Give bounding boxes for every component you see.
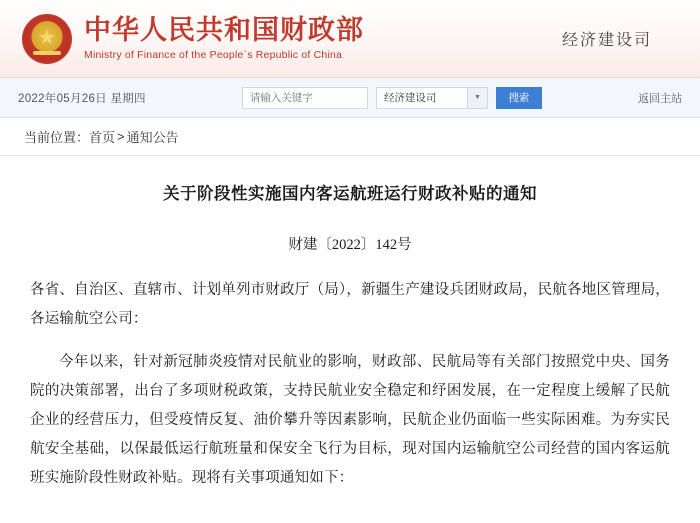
breadcrumb-separator: > [117, 129, 125, 144]
back-to-main-link[interactable]: 返回主站 [638, 92, 682, 105]
site-title-block [84, 16, 364, 62]
document-number: 财建〔2022〕142号 [288, 236, 412, 253]
national-emblem-icon [22, 14, 72, 64]
breadcrumb [0, 118, 700, 156]
site-title-cn: 中华人民共和国财政部 [84, 14, 364, 45]
site-header [0, 0, 700, 78]
utility-bar [0, 78, 700, 118]
category-select[interactable] [376, 87, 488, 109]
search-button[interactable]: 搜索 [496, 87, 542, 109]
document-recipients: 各省、自治区、直辖市、计划单列市财政厅（局），新疆生产建设兵团财政局，民航各地区管理局，各运输航空公司： [30, 281, 670, 327]
search-group [242, 87, 542, 109]
breadcrumb-prefix: 当前位置： [24, 130, 90, 145]
site-title-en: Ministry of Finance of the People`s Republic of China [84, 49, 343, 62]
current-date: 2022年05月26日 星期四 [18, 92, 146, 105]
category-select-value: 经济建设司 [383, 91, 437, 104]
search-input[interactable] [242, 87, 368, 109]
breadcrumb-home[interactable]: 首页 [89, 130, 116, 145]
breadcrumb-current: 通知公告 [126, 130, 179, 145]
document-body [0, 156, 700, 493]
document-paragraph: 今年以来，针对新冠肺炎疫情对民航业的影响，财政部、民航局等有关部门按照党中央、国务院的决策部署，出台了多项财税政策，支持民航业安全稳定和纾困发展，在一定程度上缓解了民航企业的经营压力，但受疫情反复、油价攀升等因素影响，民航企业仍面临一些实际困难。为夯实民航安全基础，以保最低运行航班量和保安全飞行为目标，现对国内运输航空公司经营的国内客运航班实施阶段性财政补贴。现将有关事项通知如下： [30, 353, 670, 486]
document-title: 关于阶段性实施国内客运航班运行财政补贴的通知 [163, 184, 537, 203]
header-section-label: 经济建设司 [561, 32, 652, 49]
chevron-down-icon: ▼ [467, 88, 487, 108]
